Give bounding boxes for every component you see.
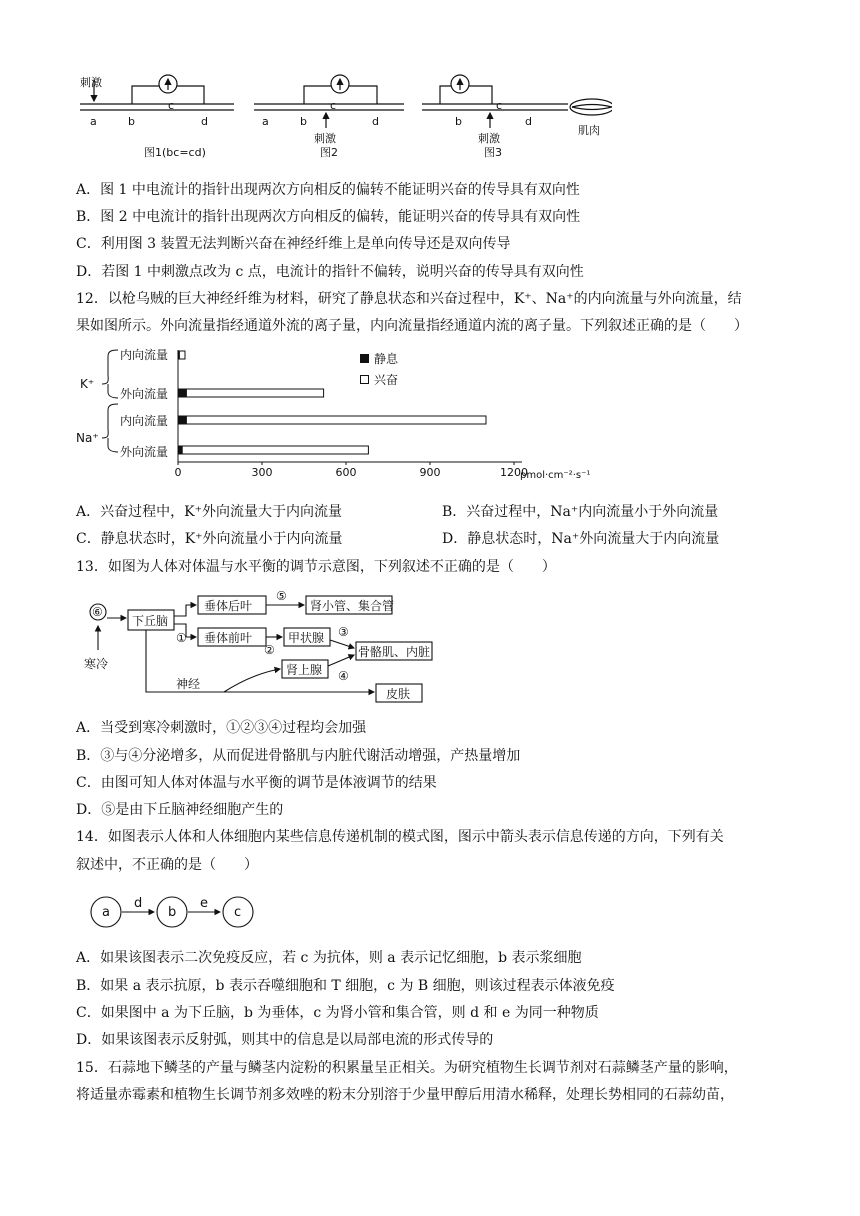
label-c1: c (168, 99, 175, 112)
bar-rest-3 (178, 446, 182, 454)
caption-fig3: 图3 (484, 146, 502, 159)
node-skin: 皮肤 (386, 687, 411, 701)
q14-stem-2: 叙述中，不正确的是（ ） (76, 857, 258, 873)
node-b: b (168, 905, 177, 920)
q12-stem-2: 果如图所示。外向流量指经通道外流的离子量，内向流量指经通道内流的离子量。下列叙述正确的是（ ） (76, 318, 748, 334)
node-6: ⑥ (92, 605, 103, 619)
x-tick-4: 1200 (500, 466, 528, 479)
signal-chain-diagram (88, 890, 268, 934)
q15-line-2: 将适量赤霉素和植物生长调节剂多效唑的粉末分别溶于少量甲醇后用清水稀释，处理长势相同的石蒜幼苗， (76, 1087, 734, 1103)
caption-fig1: 图1(bc=cd) (144, 146, 206, 159)
regulation-diagram (76, 588, 436, 712)
q13-option-d: D．⑤是由下丘脑神经细胞产生的 (76, 802, 284, 818)
bar-rest-1 (178, 389, 186, 397)
label-5: ⑤ (276, 589, 287, 603)
label-d3: d (525, 115, 532, 128)
node-adrenal: 肾上腺 (286, 663, 323, 677)
x-tick-1: 300 (251, 466, 273, 479)
q12-option-d: D．静息状态时，Na⁺外向流量大于内向流量 (442, 531, 720, 547)
label-b2: b (300, 115, 307, 128)
q14-option-b: B．如果 a 表示抗原，b 表示吞噬细胞和 T 细胞，c 为 B 细胞，则该过程表示体液免疫 (76, 978, 615, 994)
label-c3: c (496, 99, 503, 112)
q12-stem-1: 12．以枪乌贼的巨大神经纤维为材料，研究了静息状态和兴奋过程中，K⁺、Na⁺的内向流量与外向流量，结 (76, 291, 742, 307)
bar-excite-3 (178, 446, 368, 454)
label-a1: a (90, 115, 97, 128)
node-ant-pituitary: 垂体前叶 (204, 631, 253, 645)
node-muscle-viscera: 骨骼肌、内脏 (358, 645, 431, 659)
cat-label-2: 内向流量 (120, 414, 169, 428)
q12-option-b: B．兴奋过程中，Na⁺内向流量小于外向流量 (442, 504, 719, 520)
legend-excite-label: 兴奋 (374, 373, 399, 387)
q14-option-a: A．如果该图表示二次免疫反应，若 c 为抗体，则 a 表示记忆细胞，b 表示浆细胞 (76, 950, 582, 966)
label-b1: b (128, 115, 135, 128)
caption-fig2: 图2 (320, 146, 338, 159)
q13-option-b: B．③与④分泌增多，从而促进骨骼肌与内脏代谢活动增强，产热量增加 (76, 748, 521, 764)
bar-rest-2 (178, 416, 186, 424)
edge-e: e (200, 896, 208, 911)
bar-excite-2 (178, 416, 486, 424)
node-thyroid: 甲状腺 (288, 631, 325, 645)
q11-option-a: A．图 1 中电流计的指针出现两次方向相反的偏转不能证明兴奋的传导具有双向性 (76, 182, 580, 198)
label-c2: c (330, 99, 337, 112)
label-3: ③ (338, 625, 349, 639)
legend-rest-swatch (360, 354, 369, 363)
node-post-pituitary: 垂体后叶 (204, 599, 253, 613)
q11-option-b: B．图 2 中电流计的指针出现两次方向相反的偏转，能证明兴奋的传导具有双向性 (76, 209, 581, 225)
q13-stem: 13．如图为人体对体温与水平衡的调节示意图，下列叙述不正确的是（ ） (76, 559, 556, 575)
stim-label-3: 刺激 (478, 132, 500, 145)
q14-option-d: D．如果该图表示反射弧，则其中的信息是以局部电流的形式传导的 (76, 1032, 494, 1048)
q15-line-1: 15．石蒜地下鳞茎的产量与鳞茎内淀粉的积累量呈正相关。为研究植物生长调节剂对石蒜鳞茎产量的影响， (76, 1060, 738, 1076)
q11-option-d: D．若图 1 中刺激点改为 c 点，电流计的指针不偏转，说明兴奋的传导具有双向性 (76, 264, 584, 280)
x-tick-3: 900 (419, 466, 441, 479)
q12-option-c: C．静息状态时，K⁺外向流量小于内向流量 (76, 531, 343, 547)
group-label-na: Na⁺ (76, 431, 99, 445)
q14-option-c: C．如果图中 a 为下丘脑，b 为垂体，c 为肾小管和集合管，则 d 和 e 为同一种物质 (76, 1005, 599, 1021)
muscle-label: 肌肉 (578, 124, 600, 137)
node-c: c (234, 905, 242, 920)
cat-label-0: 内向流量 (120, 348, 169, 362)
legend-rest-label: 静息 (374, 352, 399, 366)
node-hypothalamus: 下丘脑 (132, 614, 169, 628)
q13-option-c: C．由图可知人体对体温与水平衡的调节是体液调节的结果 (76, 775, 437, 791)
label-4: ④ (338, 669, 349, 683)
q14-stem-1: 14．如图表示人体和人体细胞内某些信息传递机制的模式图，图示中箭头表示信息传递的方向，下列有关 (76, 829, 724, 845)
cat-label-3: 外向流量 (120, 445, 169, 459)
nerve-figure-11 (72, 70, 612, 165)
edge-d: d (134, 896, 143, 911)
stim-label-1: 刺激 (80, 76, 102, 89)
node-a: a (102, 905, 110, 920)
label-d1: d (201, 115, 208, 128)
group-label-k: K⁺ (80, 377, 95, 391)
q12-option-a: A．兴奋过程中，K⁺外向流量大于内向流量 (76, 504, 342, 520)
label-1: ① (176, 631, 187, 645)
stim-label-2: 刺激 (314, 132, 336, 145)
unit-label: pmol·cm⁻²·s⁻¹ (520, 470, 591, 481)
q13-option-a: A．当受到寒冷刺激时，①②③④过程均会加强 (76, 720, 367, 736)
label-2: ② (264, 643, 275, 657)
x-tick-2: 600 (335, 466, 357, 479)
q11-option-c: C．利用图 3 装置无法判断兴奋在神经纤维上是单向传导还是双向传导 (76, 236, 511, 252)
bar-excite-1 (178, 389, 324, 397)
label-b3: b (455, 115, 462, 128)
label-cold: 寒冷 (84, 657, 109, 671)
label-nerve: 神经 (176, 677, 201, 691)
cat-label-1: 外向流量 (120, 387, 169, 401)
ion-flux-chart (72, 346, 612, 486)
bar-rest-0 (178, 351, 179, 359)
node-kidney: 肾小管、集合管 (310, 599, 395, 613)
label-d2: d (372, 115, 379, 128)
legend-excite-swatch (361, 376, 369, 384)
x-tick-0: 0 (174, 466, 182, 479)
label-a2: a (262, 115, 269, 128)
